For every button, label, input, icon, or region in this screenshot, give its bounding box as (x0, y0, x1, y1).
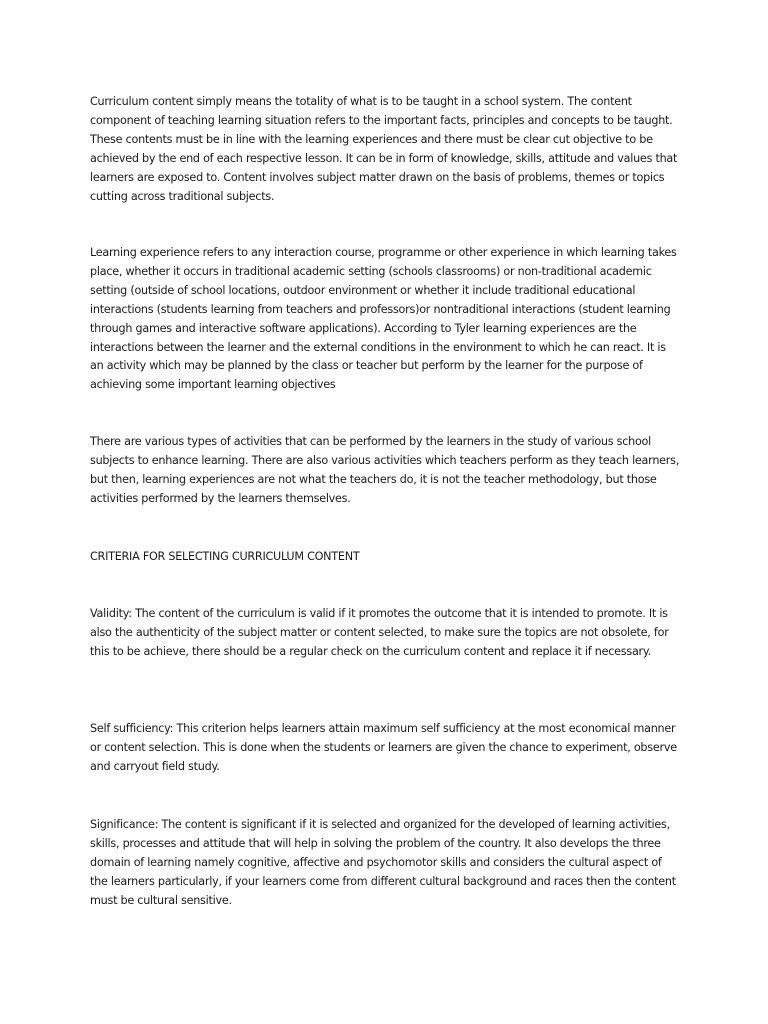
paragraph-validity: Validity: The content of the curriculum is valid if it promotes the outcome that it is intended to promote. It is also the authenticity of the subject matter or content selected, to make sure the topics are not obsolete, for this to be achieve, there should be a regular check on the curriculum content and replace it if necessary. (90, 607, 669, 658)
paragraph-learning-experience: Learning experience refers to any interaction course, programme or other experience in which learning takes place, whether it occurs in traditional academic setting (schools classrooms) or non-traditional academic setting (outside of school locations, outdoor environment or whether it include traditional educational interactions (students learning from teachers and professors)or nontraditional interactions (student learning through games and interactive software applications). According to Tyler learning experiences are the interactions between the learner and the external conditions in the environment to which he can react. It is an activity which may be planned by the class or teacher but perform by the learner for the purpose of achieving some important learning objectives (90, 246, 677, 392)
paragraph-significance: Significance: The content is significant if it is selected and organized for the developed of learning activities, skills, processes and attitude that will help in solving the problem of the country. It also develops the three domain of learning namely cognitive, affective and psychomotor skills and considers the cultural aspect of the learners particularly, if your learners come from different cultural background and races then the content must be cultural sensitive. (90, 818, 676, 907)
paragraph-self-sufficiency: Self sufficiency: This criterion helps learners attain maximum self sufficiency at the most economical manner or content selection. This is done when the students or learners are given the chance to experiment, observe and carryout field study. (90, 722, 677, 773)
paragraph-curriculum-content: Curriculum content simply means the totality of what is to be taught in a school system. The content component of teaching learning situation refers to the important facts, principles and concepts to be taught. These contents must be in line with the learning experiences and there must be clear cut objective to be achieved by the end of each respective lesson. It can be in form of knowledge, skills, attitude and values that learners are exposed to. Content involves subject matter drawn on the basis of problems, themes or topics cutting across traditional subjects. (90, 95, 678, 203)
paragraph-activities: There are various types of activities that can be performed by the learners in the study of various school subjects to enhance learning. There are also various activities which teachers perform as they teach learners, but then, learning experiences are not what the teachers do, it is not the teacher methodology, but those activities performed by the learners themselves. (90, 435, 680, 505)
section-heading: CRITERIA FOR SELECTING CURRICULUM CONTENT (90, 550, 360, 563)
